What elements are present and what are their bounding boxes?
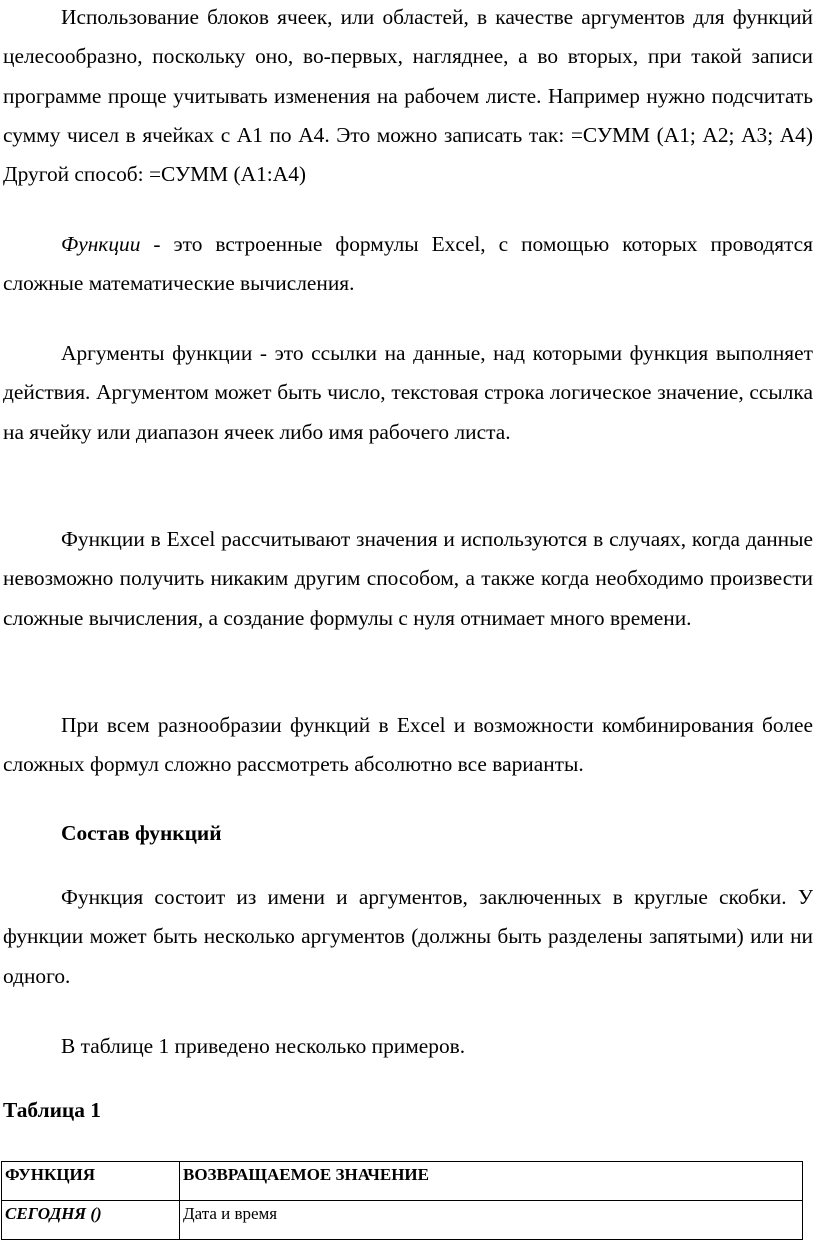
table-cell-return-value: Дата и время [180, 1201, 803, 1240]
paragraph-variety: При всем разнообразии функций в Excel и возможности комбинирования более сложных формул сложно рассмотреть абсолютно все варианты. [3, 713, 813, 777]
paragraph-functions-definition-text: - это встроенные формулы Excel, с помощью которых проводятся сложные математические вычисления. [3, 232, 813, 296]
table-caption: Таблица 1 [3, 1098, 101, 1122]
table-cell-function-name: СЕГОДНЯ () [2, 1201, 180, 1240]
paragraph-cell-ranges: Использование блоков ячеек, или областей, в качестве аргументов для функций целесообразно, поскольку оно, во-первых, нагляднее, а во вторых, при такой записи программе проще учитывать изменения на рабочем листе. Например нужно подсчитать сумму чисел в ячейках с А1 по А4. Это можно записать так: =СУММ (А1; А2; А3; А4) Другой способ: =СУММ (А1:А4) [3, 5, 813, 187]
table-header-return-value: ВОЗВРАЩАЕМОЕ ЗНАЧЕНИЕ [180, 1162, 803, 1201]
paragraph-function-arguments: Аргументы функции - это ссылки на данные, над которыми функция выполняет действия. Аргументом может быть число, текстовая строка логическое значение, ссылка на ячейку или диапазон ячеек либо имя рабочего листа. [3, 341, 813, 444]
paragraph-functions-definition [3, 225, 813, 304]
paragraph-table-intro: В таблице 1 приведено несколько примеров. [61, 1034, 466, 1058]
table-header-row [2, 1162, 803, 1201]
table-header-function: ФУНКЦИЯ [2, 1162, 180, 1201]
functions-table [1, 1161, 803, 1240]
table-row [2, 1201, 803, 1240]
term-functions: Функции [61, 232, 141, 256]
paragraph-excel-functions-usage: Функции в Excel рассчитывают значения и используются в случаях, когда данные невозможно получить никаким другим способом, а также когда необходимо произвести сложные вычисления, а создание формулы с нуля отнимает много времени. [3, 527, 813, 630]
section-heading: Состав функций [61, 821, 222, 845]
paragraph-function-composition: Функция состоит из имени и аргументов, заключенных в круглые скобки. У функции может быть несколько аргументов (должны быть разделены запятыми) или ни одного. [3, 885, 813, 988]
